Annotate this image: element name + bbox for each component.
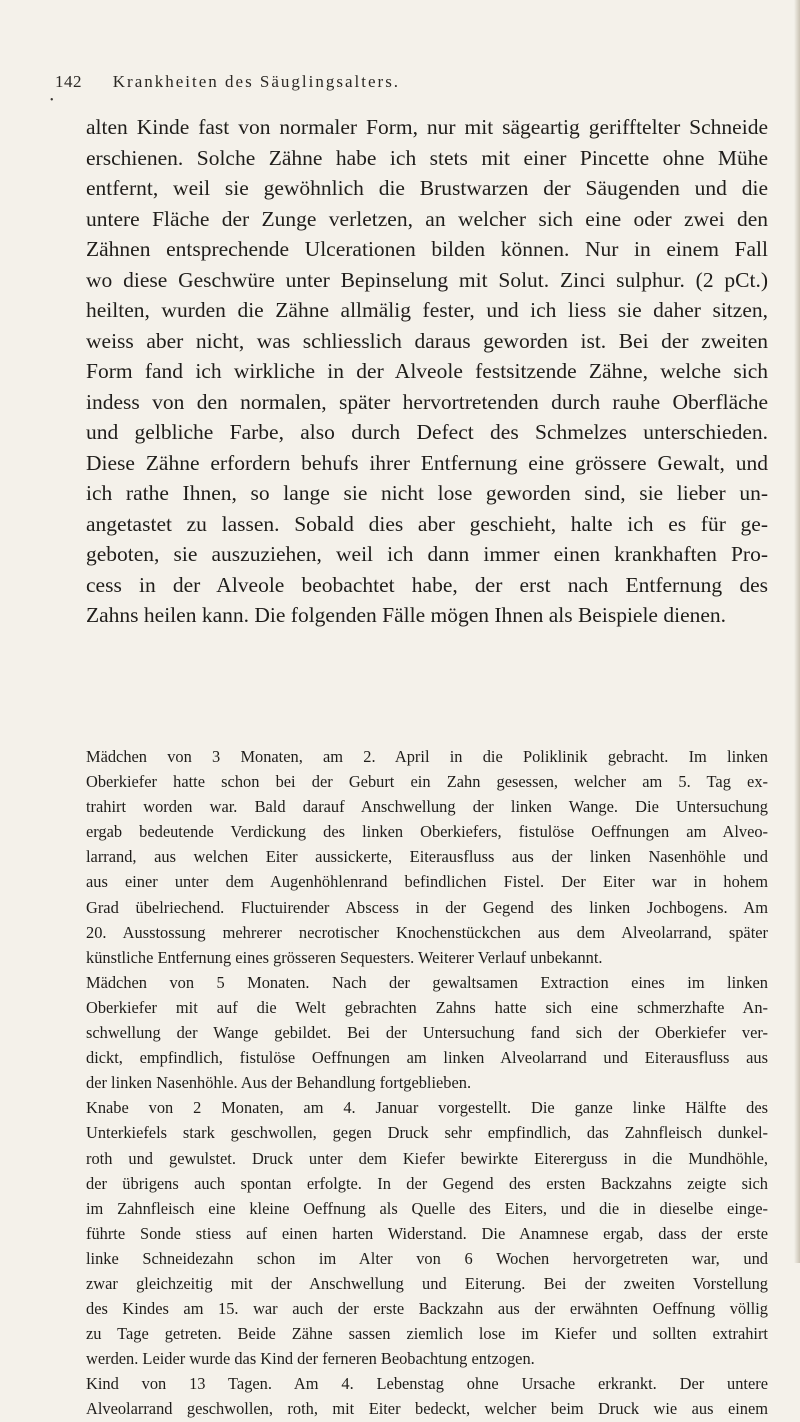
case-line: larrand, aus welchen Eiter aussickerte, Eiterausfluss aus der linken Nasenhöhle und: [86, 847, 768, 867]
text-line: erschienen. Solche Zähne habe ich stets mit einer Pincette ohne Mühe: [86, 145, 768, 170]
main-paragraph: [86, 112, 768, 631]
text-line: heilten, wurden die Zähne allmälig fester, und ich liess sie daher sitzen,: [86, 298, 768, 322]
text-line: untere Fläche der Zunge verletzen, an welcher sich eine oder zwei den: [86, 206, 768, 231]
case-line: Mädchen von 3 Monaten, am 2. April in die Poliklinik gebracht. Im linken: [86, 747, 768, 766]
case-line: roth und gewulstet. Druck unter dem Kiefer bewirkte Eitererguss in die Mundhöhle,: [86, 1148, 768, 1168]
text-line: angetastet zu lassen. Sobald dies aber geschieht, halte ich es für ge-: [86, 511, 768, 536]
case-line: schwellung der Wange gebildet. Bei der Untersuchung fand sich der Oberkiefer ver-: [86, 1023, 768, 1043]
case-line: Oberkiefer mit auf die Welt gebrachten Zahns hatte sich eine schmerzhafte An-: [86, 997, 768, 1017]
case-line: Knabe von 2 Monaten, am 4. Januar vorgestellt. Die ganze linke Hälfte des: [86, 1098, 768, 1118]
text-line: indess von den normalen, später hervortretenden durch rauhe Oberfläche: [86, 389, 768, 414]
case-line: Mädchen von 5 Monaten. Nach der gewaltsamen Extraction eines im linken: [86, 972, 768, 992]
page-edge-shadow: [794, 0, 800, 1263]
case-line: 20. Ausstossung mehrerer necrotischer Knochenstückchen aus dem Alveolarrand, später: [86, 922, 768, 942]
case-line: führte Sonde stiess auf einen harten Widerstand. Die Anamnese ergab, dass der erste: [86, 1223, 768, 1243]
case-line: ergab bedeutende Verdickung des linken Oberkiefers, fistulöse Oeffnungen am Alveo-: [86, 822, 768, 842]
bullet-mark: •: [50, 95, 54, 106]
case-line: Grad übelriechend. Fluctuirender Abscess in der Gegend des linken Jochbogens. Am: [86, 897, 768, 917]
case-line: des Kindes am 15. war auch der erste Backzahn aus der erwähnten Oeffnung völlig: [86, 1299, 768, 1319]
text-line: ich rathe Ihnen, so lange sie nicht lose geworden sind, sie lieber un-: [86, 481, 768, 505]
case-line: künstliche Entfernung eines grösseren Sequesters. Weiterer Verlauf unbekannt.: [86, 947, 603, 967]
case-line: aus einer unter dem Augenhöhlenrand befindlichen Fistel. Der Eiter war in hohem: [86, 872, 768, 892]
case-reports: [86, 744, 768, 1422]
case-line: zwar gleichzeitig mit der Anschwellung und Eiterung. Bei der zweiten Vorstellung: [86, 1273, 768, 1293]
case-line: zu Tage getreten. Beide Zähne sassen ziemlich lose im Kiefer und sollten extrahirt: [86, 1324, 768, 1344]
running-header: [55, 72, 400, 92]
text-line: Diese Zähne erfordern behufs ihrer Entfernung eine grössere Gewalt, und: [86, 450, 768, 475]
text-line: und gelbliche Farbe, also durch Defect des Schmelzes unterschieden.: [86, 420, 768, 444]
text-line: wo diese Geschwüre unter Bepinselung mit Solut. Zinci sulphur. (2 pCt.): [86, 267, 768, 292]
case-line: dickt, empfindlich, fistulöse Oeffnungen am linken Alveolarrand und Eiterausfluss aus: [86, 1048, 768, 1068]
page-number: 142: [55, 72, 82, 91]
text-line: Zahns heilen kann. Die folgenden Fälle mögen Ihnen als Beispiele dienen.: [86, 603, 727, 627]
running-title: Krankheiten des Säuglingsalters.: [112, 72, 401, 91]
text-line: weiss aber nicht, was schliesslich daraus geworden ist. Bei der zweiten: [86, 328, 768, 353]
text-line: Form fand ich wirkliche in der Alveole festsitzende Zähne, welche sich: [86, 359, 768, 383]
case-line: Unterkiefels stark geschwollen, gegen Druck sehr empfindlich, das Zahnfleisch dunkel-: [86, 1123, 768, 1143]
text-line: alten Kinde fast von normaler Form, nur mit sägeartig gerifftelter Schneide: [86, 115, 768, 139]
case-line: linke Schneidezahn schon im Alter von 6 Wochen hervorgetreten war, und: [86, 1248, 768, 1268]
text-line: geboten, sie auszuziehen, weil ich dann immer einen krankhaften Pro-: [86, 542, 768, 566]
case-line: Oberkiefer hatte schon bei der Geburt ein Zahn gesessen, welcher am 5. Tag ex-: [86, 772, 768, 792]
case-line: im Zahnfleisch eine kleine Oeffnung als Quelle des Eiters, und die in dieselbe einge-: [86, 1198, 768, 1218]
text-line: entfernt, weil sie gewöhnlich die Brustwarzen der Säugenden und die: [86, 176, 768, 200]
text-line: cess in der Alveole beobachtet habe, der erst nach Entfernung des: [86, 572, 768, 597]
case-line: werden. Leider wurde das Kind der ferneren Beobachtung entzogen.: [86, 1349, 535, 1369]
case-line: Kind von 13 Tagen. Am 4. Lebenstag ohne Ursache erkrankt. Der untere: [86, 1374, 768, 1394]
case-line: der übrigens auch spontan erfolgte. In der Gegend des ersten Backzahns zeigte sich: [86, 1173, 768, 1193]
case-line: trahirt worden war. Bald darauf Anschwellung der linken Wange. Die Untersuchung: [86, 797, 768, 817]
case-line: der linken Nasenhöhle. Aus der Behandlung fortgeblieben.: [86, 1073, 472, 1093]
text-line: Zähnen entsprechende Ulcerationen bilden können. Nur in einem Fall: [86, 237, 768, 261]
case-line: Alveolarrand geschwollen, roth, mit Eiter bedeckt, welcher beim Druck wie aus einem: [86, 1399, 768, 1419]
